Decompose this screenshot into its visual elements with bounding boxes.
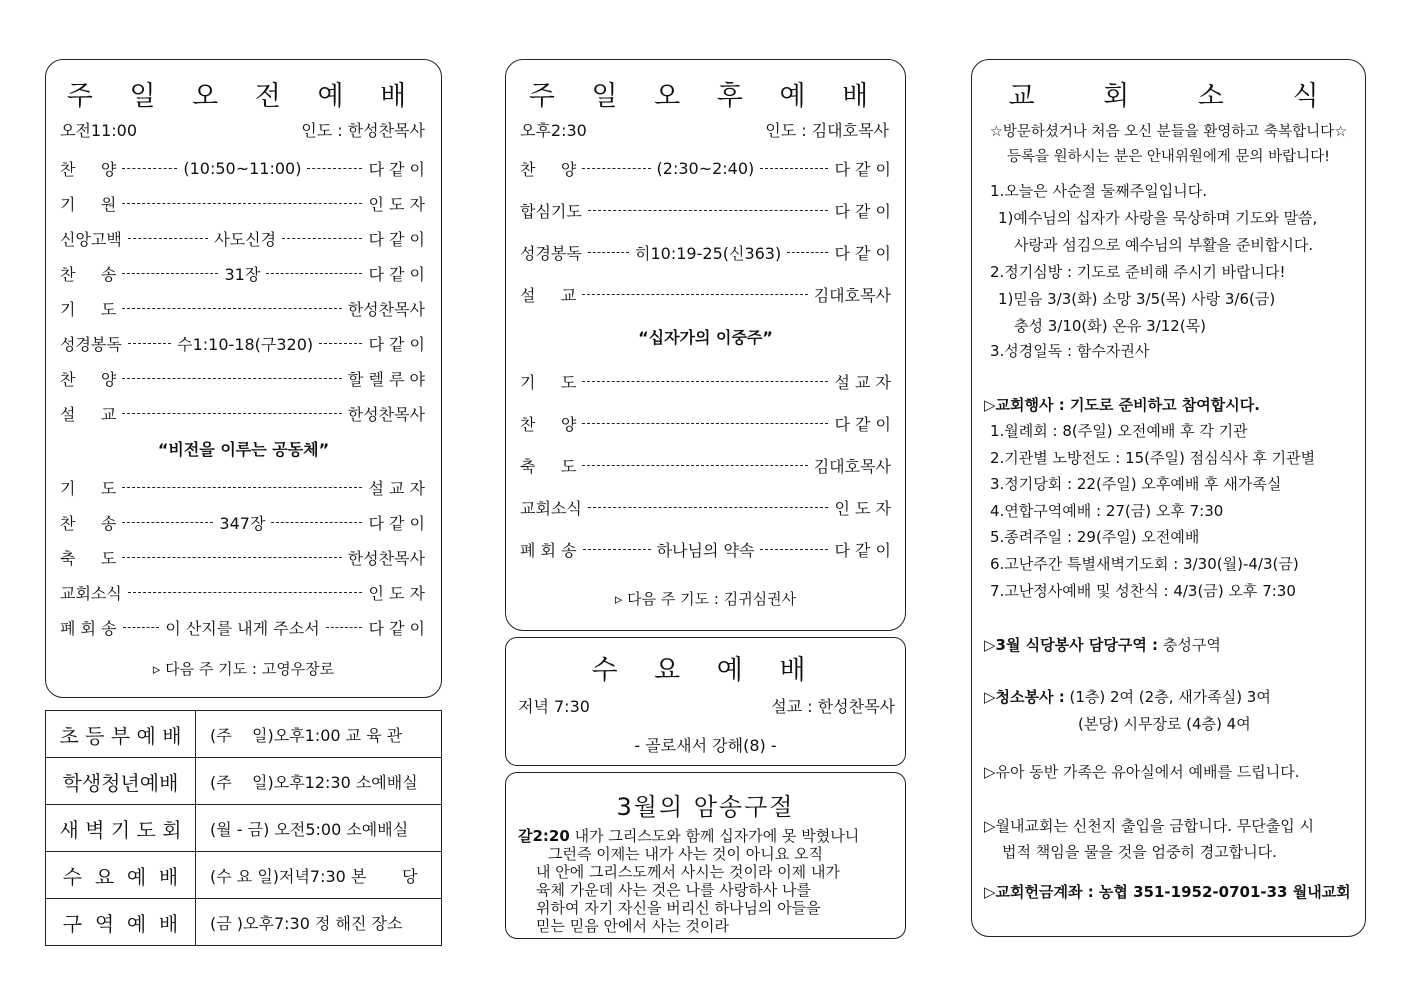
news-line-1: 1.오늘은 사순절 둘째주일입니다. [990,182,1207,200]
afternoon-service-title: 주 일 오 후 예 배 [528,81,883,112]
afternoon-order-responsible: 김대호목사 [813,286,891,305]
event-4: 4.연합구역예배 : 27(금) 오후 7:30 [990,502,1224,520]
morning-order-row [60,332,425,355]
afternoon-order-responsible: 다 같 이 [834,244,891,263]
morning-order-label: 축 도 [60,549,117,568]
morning-order-responsible: 할 렐 루 야 [347,370,425,389]
event-1: 1.월례회 : 8(주일) 오전예배 후 각 기관 [990,422,1248,440]
morning-order-responsible: 다 같 이 [368,514,426,533]
meal-service [984,634,1221,655]
morning-order-detail: 수1:10-18(구320) [177,335,314,354]
morning-order-detail: (10:50~11:00) [183,159,302,178]
weekly-schedule-table [45,710,442,946]
leader-dashes [128,343,171,344]
schedule-row [46,805,442,852]
morning-order-responsible: 설 교 자 [368,479,425,498]
morning-order-responsible: 다 같 이 [368,230,426,249]
morning-service-panel [45,59,442,698]
schedule-service-detail: (주 일)오후12:30 소예배실 [196,758,442,805]
morning-order-label: 찬 양 [60,160,117,179]
leader-dashes [307,168,362,169]
leader-dashes [128,238,208,239]
afternoon-service-panel [505,59,906,631]
morning-order-responsible: 한성찬목사 [347,549,425,568]
afternoon-order-responsible: 다 같 이 [834,202,891,221]
afternoon-order-detail: 하나님의 약속 [656,541,755,560]
leader-dashes [122,308,341,309]
morning-order-responsible: 다 같 이 [368,265,425,284]
morning-order-responsible: 인 도 자 [368,584,425,603]
cleaning-service-line-1: (1층) 2여 (2층, 새가족실) 3여 [1069,688,1271,706]
schedule-service-name: 초 등 부 예 배 [46,711,196,758]
morning-service-title: 주 일 오 전 예 배 [66,81,421,112]
afternoon-order-label: 축 도 [520,457,577,476]
offering-account: ▷교회헌금계좌 : 농협 351-1952-0701-33 월내교회 [984,883,1351,901]
morning-order-responsible: 다 같 이 [368,619,425,638]
morning-order-label: 찬 송 [60,514,117,533]
afternoon-order-responsible: 다 같 이 [834,541,892,560]
afternoon-order-row [520,283,891,306]
morning-order-label: 신앙고백 [60,230,122,249]
schedule-row [46,711,442,758]
morning-order-label: 기 도 [60,479,117,498]
schedule-service-name: 새 벽 기 도 회 [46,805,196,852]
memory-verse-line-4: 육체 가운데 사는 것은 나를 사랑하사 나를 [536,881,811,899]
leader-dashes [271,522,362,523]
memory-verse-text: 내가 그리스도와 함께 십자가에 못 박혔나니 [574,827,860,845]
morning-order-responsible: 다 같 이 [368,160,425,179]
cleaning-service-line-2: (본당) 시무장로 (4층) 4여 [1078,715,1251,733]
afternoon-order-label: 합심기도 [520,202,582,221]
leader-dashes [122,168,177,169]
news-welcome-1: ☆방문하셨거나 처음 오신 분들을 환영하고 축복합니다☆ [989,124,1348,140]
leader-dashes [582,465,807,466]
afternoon-order-row [520,370,891,393]
morning-order-row [60,511,425,534]
memory-verse-line-5: 위하여 자기 자신을 버리신 하나님의 아들을 [536,899,821,917]
afternoon-leader: 인도 : 김대호목사 [765,121,889,140]
morning-order-row [60,402,425,425]
morning-leader: 인도 : 한성찬목사 [301,121,425,140]
leader-dashes [760,549,828,550]
memory-verse-line-3: 내 안에 그리스도께서 사시는 것이라 이제 내가 [536,863,840,881]
leader-dashes [582,381,828,382]
leader-dashes [122,273,218,274]
wednesday-service-title: 수 요 예 배 [591,655,820,686]
leader-dashes [122,487,362,488]
leader-dashes [122,203,362,204]
leader-dashes [582,423,828,424]
afternoon-order-label: 설 교 [520,286,577,305]
wednesday-time: 저녁 7:30 [518,697,590,716]
meal-service-label: ▷3월 식당봉사 담당구역 : [984,636,1159,654]
news-line-6: 충성 3/10(화) 온유 3/12(목) [1014,317,1207,335]
morning-order-row [60,367,425,390]
news-line-5: 1)믿음 3/3(화) 소망 3/5(목) 사랑 3/6(금) [998,290,1276,308]
afternoon-order-detail: 히10:19-25(신363) [635,244,782,263]
leader-dashes [582,294,807,295]
memory-verse-panel [505,772,906,939]
schedule-service-detail: (금 )오후7:30 정 해진 장소 [196,899,442,946]
leader-dashes [319,343,362,344]
morning-next-prayer: ▹ 다음 주 기도 : 고영우장로 [152,660,335,678]
afternoon-order-row [520,241,891,264]
leader-dashes [787,252,828,253]
morning-order-label: 찬 양 [60,370,117,389]
morning-order-row [60,476,425,499]
afternoon-order-detail: (2:30~2:40) [656,159,755,178]
morning-order-row [60,581,425,604]
memory-verse-title: 3월의 암송구절 [616,793,795,821]
morning-order-detail: 31장 [224,265,261,284]
afternoon-order-label: 폐 회 송 [520,541,577,560]
sect-warning-1: ▷월내교회는 신천지 출입을 금합니다. 무단출입 시 [984,817,1314,835]
leader-dashes [122,557,341,558]
schedule-service-detail: (수 요 일)저녁7:30 본 당 [196,852,442,899]
morning-order-responsible: 인 도 자 [368,195,425,214]
morning-order-label: 찬 송 [60,265,117,284]
afternoon-order-responsible: 다 같 이 [834,415,891,434]
morning-sermon-title: “비전을 이루는 공동체” [157,440,330,459]
memory-verse-line-2: 그런즉 이제는 내가 사는 것이 아니요 오직 [548,845,823,863]
morning-order-detail: 사도신경 [214,230,277,249]
afternoon-order-responsible: 김대호목사 [813,457,891,476]
morning-order-row [60,192,425,215]
leader-dashes [583,549,651,550]
wednesday-preacher: 설교 : 한성찬목사 [771,697,895,716]
leader-dashes [122,413,341,414]
morning-order-label: 설 교 [60,405,117,424]
meal-service-value: 충성구역 [1162,636,1221,654]
memory-verse-line-6: 믿는 믿음 안에서 사는 것이라 [536,917,729,935]
schedule-row [46,899,442,946]
event-7: 7.고난정사예배 및 성찬식 : 4/3(금) 오후 7:30 [990,582,1296,600]
afternoon-order-row [520,412,891,435]
afternoon-order-row [520,538,891,561]
church-news-panel [971,59,1366,937]
afternoon-time: 오후2:30 [520,121,587,140]
morning-order-label: 성경봉독 [60,335,122,354]
afternoon-order-row [520,199,891,222]
morning-order-detail: 이 산지를 내게 주소서 [165,619,320,638]
morning-order-row [60,616,425,639]
afternoon-order-row [520,157,891,180]
morning-order-label: 기 도 [60,300,117,319]
afternoon-next-prayer: ▹ 다음 주 기도 : 김귀심권사 [614,590,797,608]
schedule-row [46,852,442,899]
wednesday-service-panel [505,637,906,766]
infant-notice: ▷유아 동반 가족은 유아실에서 예배를 드립니다. [984,763,1300,781]
afternoon-sermon-title: “십자가의 이중주” [638,328,773,347]
leader-dashes [326,627,363,628]
morning-order-row [60,262,425,285]
news-line-7: 3.성경일독 : 함수자권사 [990,342,1150,360]
morning-order-detail: 347장 [219,514,266,533]
morning-order-row [60,227,425,250]
leader-dashes [266,273,362,274]
news-welcome-2: 등록을 원하시는 분은 안내위원에게 문의 바랍니다! [1006,149,1330,165]
leader-dashes [588,210,829,211]
morning-order-row [60,157,425,180]
morning-order-label: 폐 회 송 [60,619,117,638]
morning-order-row [60,297,425,320]
afternoon-order-responsible: 인 도 자 [834,499,891,518]
leader-dashes [122,378,342,379]
sect-warning-2: 법적 책임을 물을 것을 엄중히 경고합니다. [1002,843,1277,861]
morning-order-responsible: 한성찬목사 [347,300,425,319]
cleaning-service [984,686,1271,707]
news-line-3: 사랑과 섬김으로 예수님의 부활을 준비합시다. [1014,236,1314,254]
leader-dashes [282,238,362,239]
event-6: 6.고난주간 특별새벽기도회 : 3/30(월)-4/3(금) [990,555,1299,573]
news-line-2: 1)예수님의 십자가 사랑을 묵상하며 기도와 말씀, [998,209,1318,227]
schedule-service-name: 학생청년예배 [46,758,196,805]
afternoon-order-responsible: 설 교 자 [834,373,891,392]
leader-dashes [122,522,213,523]
morning-order-responsible: 다 같 이 [368,335,425,354]
church-news-title: 교 회 소 식 [1008,81,1349,112]
event-2: 2.기관별 노방전도 : 15(주일) 점심식사 후 기관별 [990,449,1316,467]
memory-verse-line-1 [518,827,859,846]
schedule-service-name: 구 역 예 배 [46,899,196,946]
schedule-service-detail: (주 일)오후1:00 교 육 관 [196,711,442,758]
schedule-service-name: 수 요 예 배 [46,852,196,899]
afternoon-order-row [520,454,891,477]
afternoon-order-label: 찬 양 [520,160,577,179]
events-heading: ▷교회행사 : 기도로 준비하고 참여합시다. [984,396,1260,414]
memory-verse-ref: 갈2:20 [518,827,570,845]
afternoon-order-label: 기 도 [520,373,577,392]
leader-dashes [588,252,629,253]
afternoon-order-label: 성경봉독 [520,244,582,263]
leader-dashes [588,507,829,508]
schedule-row [46,758,442,805]
cleaning-service-label: ▷청소봉사 : [984,688,1065,706]
news-line-4: 2.정기심방 : 기도로 준비해 주시기 바랍니다! [990,263,1286,281]
afternoon-order-label: 교회소식 [520,499,582,518]
leader-dashes [123,627,160,628]
afternoon-order-responsible: 다 같 이 [834,160,892,179]
leader-dashes [582,168,650,169]
afternoon-order-row [520,496,891,519]
morning-time: 오전11:00 [60,121,138,140]
event-3: 3.정기당회 : 22(주일) 오후예배 후 새가족실 [990,475,1282,493]
morning-order-label: 교회소식 [60,584,122,603]
leader-dashes [760,168,828,169]
event-5: 5.종려주일 : 29(주일) 오전예배 [990,528,1200,546]
morning-order-row [60,546,425,569]
wednesday-series: - 골로새서 강해(8) - [634,736,777,755]
morning-order-label: 기 원 [60,195,117,214]
schedule-service-detail: (월 - 금) 오전5:00 소예배실 [196,805,442,852]
morning-order-responsible: 한성찬목사 [347,405,425,424]
afternoon-order-label: 찬 양 [520,415,577,434]
leader-dashes [128,592,363,593]
